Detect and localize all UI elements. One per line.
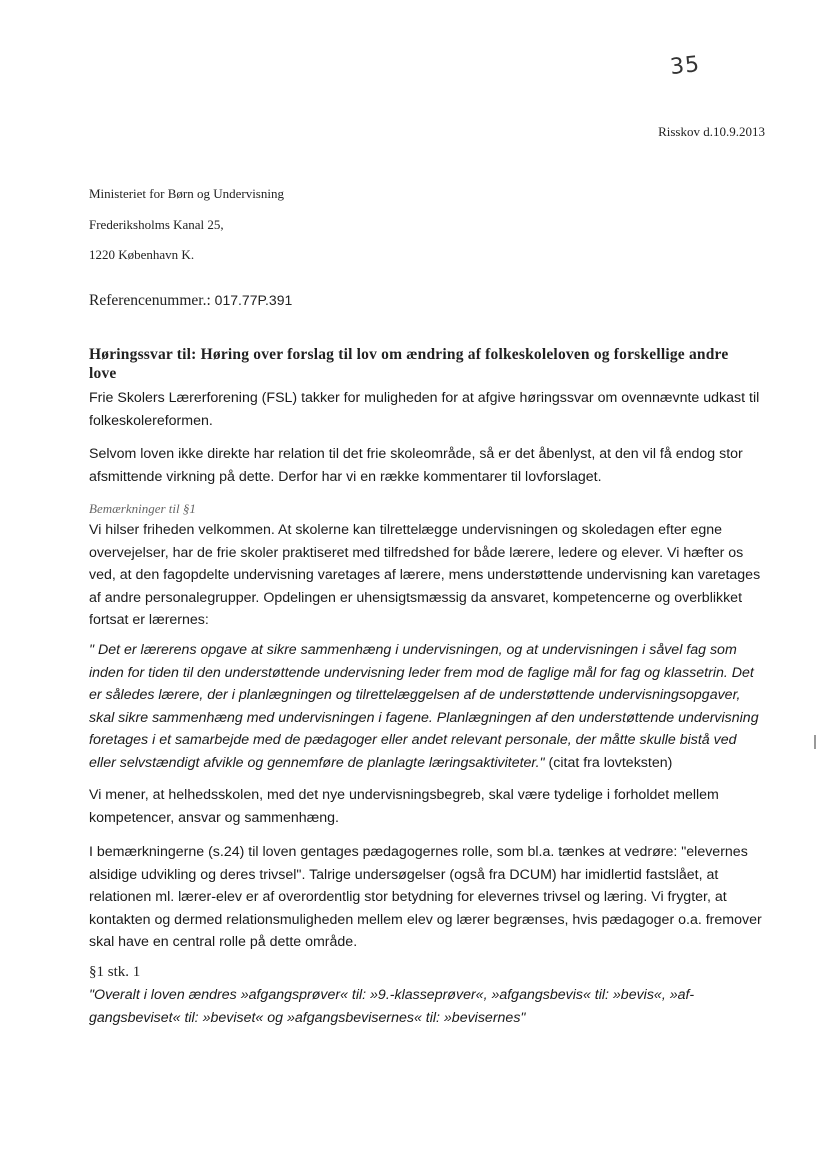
section-heading-stk1: §1 stk. 1 — [89, 964, 141, 980]
reference-number: 017.77P.391 — [214, 292, 293, 308]
date-line: Risskov d.10.9.2013 — [658, 124, 765, 139]
law-quote: " Det er lærerens opgave at sikre sammenhæng i undervisningen, og at undervisningen i såvel fag som inden for tiden til den understøttende undervisning leder frem mod de faglige mål for fag og klassetrin. Det er således lærere, der i planlægningen og tilrettelæggelsen af de understøttende undervisningsopgaver, skal sikre sammenhæng med undervisningen i fagene. Planlægningen af den understøttende undervisning foretages i et samarbejde med de pædagoger eller andet relevant personale, der måtte skulle bistå ved eller selvstændigt afvikle og gennemføre de planlagte læringsaktiviteter." — [89, 642, 759, 771]
subject-heading: Høringssvar til: Høring over forslag til lov om ændring af folkeskoleloven og forskellige andre love — [89, 346, 729, 382]
stk-quote: "Overalt i loven ændres »afgangsprøver« til: »9.-klasseprøver«, »afgangsbevis« til: »bevis«, »af-gangsbeviset« til: »beviset« og »afgangsbevisernes« til: »bevisernes" — [89, 987, 695, 1026]
section-heading-par1: Bemærkninger til §1 — [89, 501, 196, 516]
handwritten-page-number: 35 — [668, 52, 702, 81]
holistic-paragraph: Vi mener, at helhedsskolen, med det nye undervisningsbegreb, skal være tydelige i forholdet mellem kompetencer, ansvar og sammenhæng. — [89, 787, 719, 826]
recipient-line-3: 1220 København K. — [89, 247, 195, 262]
law-quote-block — [89, 639, 765, 775]
relation-paragraph: Selvom loven ikke direkte har relation til det frie skoleområde, så er det åbenlyst, at den vil få endog stor afsmittende virkning på dette. Derfor har vi en række kommentarer til lovforslaget. — [89, 446, 743, 485]
remarks-paragraph: I bemærkningerne (s.24) til loven gentages pædagogernes rolle, som bl.a. tænkes at vedrøre: "elevernes alsidige udvikling og deres trivsel". Talrige undersøgelser (også fra DCUM) har imidlertid fastslået, at relationen ml. lærer-elev er af overordentlig stor betydning for elevernes trivsel og læring. Vi frygter, at kontakten og dermed relationsmuligheden mellem elev og lærer begrænses, hvis pædagoger o.a. fremover skal have en central rolle på dette område. — [89, 844, 762, 951]
reference-line — [89, 292, 292, 310]
margin-mark — [814, 735, 816, 749]
quote-citation: (citat fra lovteksten) — [544, 754, 673, 771]
welcome-paragraph: Vi hilser friheden velkommen. At skolerne kan tilrettelægge undervisningen og skoledagen efter egne overvejelser, har de frie skoler praktiseret med tilfredshed for både lærere, ledere og elever. Vi hæfter os ved, at den fagopdelte undervisning varetages af lærere, mens understøttende undervisning kan varetages af andre personalegrupper. Opdelingen er uhensigtsmæssig da ansvaret, kompetencerne og overblikket fortsat er lærernes: — [89, 522, 761, 629]
reference-label: Referencenummer.: — [89, 292, 211, 309]
recipient-line-2: Frederiksholms Kanal 25, — [89, 217, 224, 232]
intro-paragraph: Frie Skolers Lærerforening (FSL) takker for muligheden for at afgive høringssvar om ovennævnte udkast til folkeskolereformen. — [89, 390, 760, 429]
recipient-line-1: Ministeriet for Børn og Undervisning — [89, 186, 284, 201]
